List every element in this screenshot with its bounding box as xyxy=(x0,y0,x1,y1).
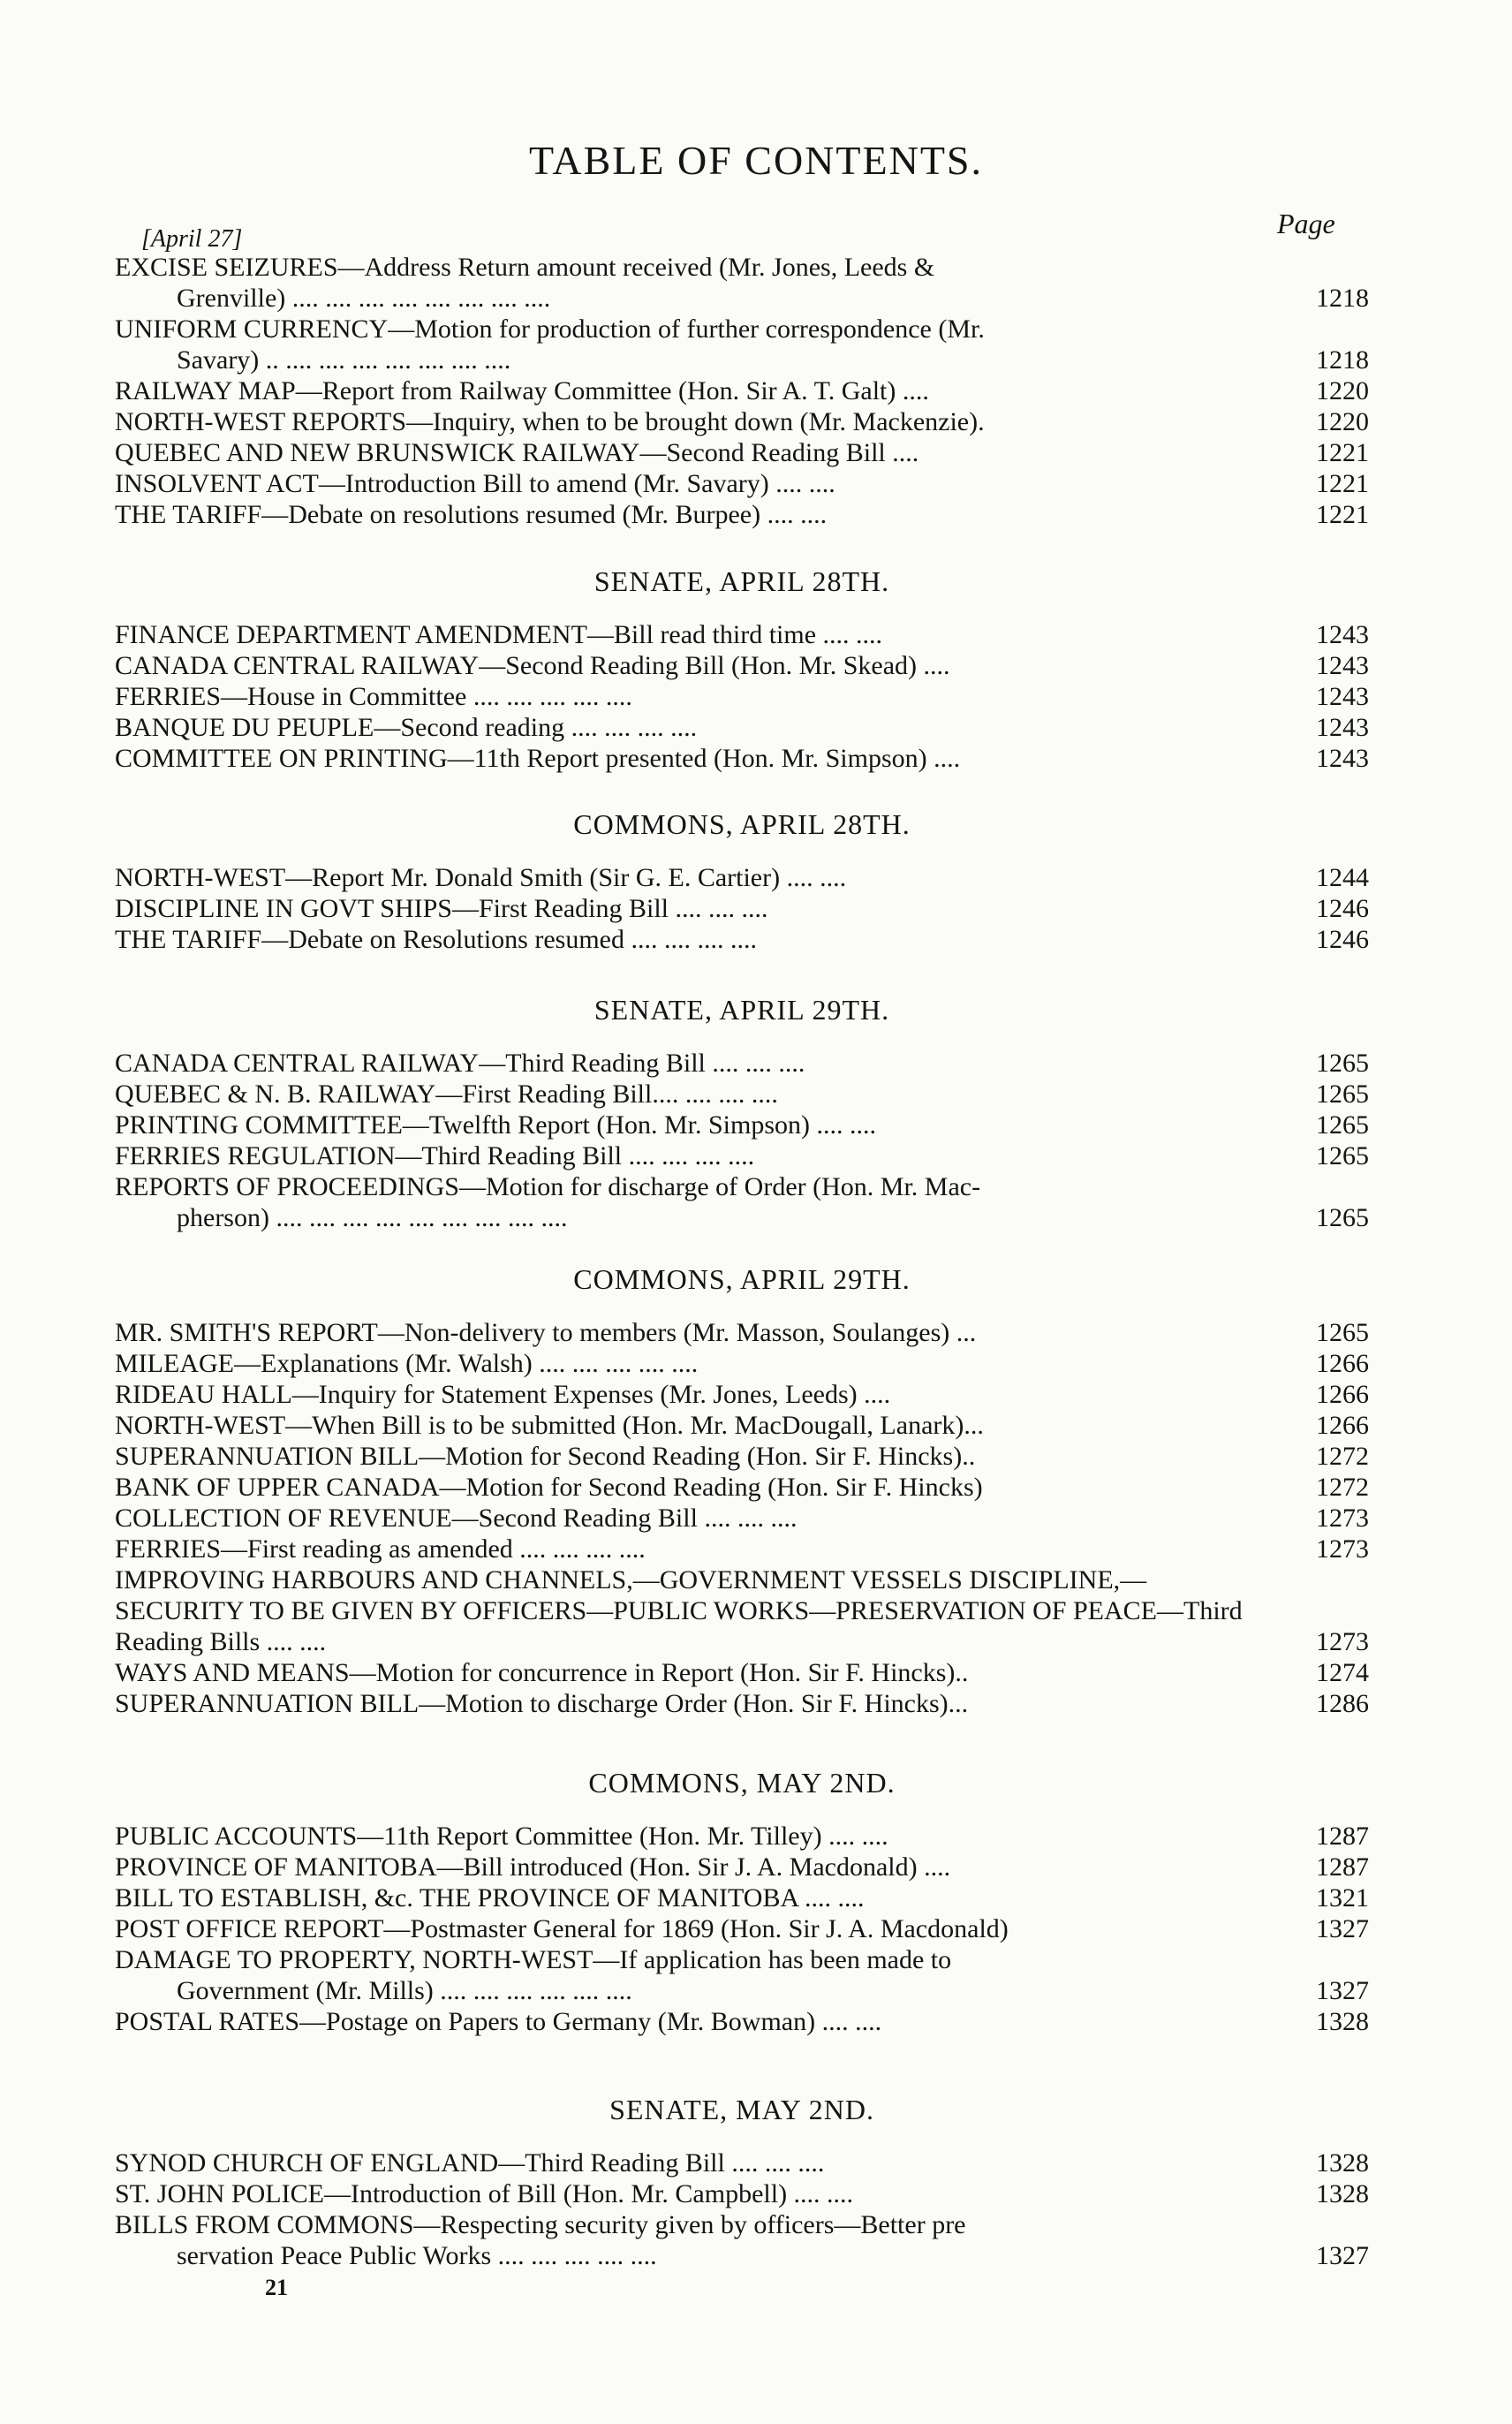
entry-text: BANK OF UPPER CANADA—Motion for Second Reading (Hon. Sir F. Hincks) xyxy=(115,1473,983,1502)
entry-page-number: 1274 xyxy=(1316,1658,1369,1687)
toc-entry xyxy=(115,314,1369,375)
entry-continuation: Grenville) .... .... .... .... .... .... .... .... xyxy=(177,284,551,313)
entry-text: UNIFORM CURRENCY—Motion for production of further correspondence (Mr. xyxy=(115,314,985,344)
entry-text: DISCIPLINE IN GOVT SHIPS—First Reading Bill .... .... .... xyxy=(115,894,768,923)
entry-page-number: 1265 xyxy=(1316,1141,1369,1170)
entry-text: IMPROVING HARBOURS AND CHANNELS,—GOVERNMENT VESSELS DISCIPLINE,—SECURITY TO BE GIVEN BY OFFICERS—PUBLIC WORKS—PRESERVATION OF PEACE—Third Reading Bills .... .... xyxy=(115,1565,1243,1656)
entry-page-number: 1265 xyxy=(1316,1110,1369,1140)
entry-text: FERRIES—First reading as amended .... .... .... .... xyxy=(115,1534,646,1564)
toc-entry xyxy=(115,1110,1369,1140)
entry-page-number: 1244 xyxy=(1316,863,1369,892)
toc-entry xyxy=(115,743,1369,774)
entry-continuation: pherson) .... .... .... .... .... .... .... .... .... xyxy=(177,1203,568,1232)
entry-text: COLLECTION OF REVENUE—Second Reading Bill .... .... .... xyxy=(115,1504,798,1533)
section-senate-april-29 xyxy=(115,994,1369,1233)
entry-text: MR. SMITH'S REPORT—Non-delivery to members (Mr. Masson, Soulanges) ... xyxy=(115,1318,977,1347)
entry-page-number: 1243 xyxy=(1316,620,1369,649)
entry-text: FERRIES REGULATION—Third Reading Bill .... .... .... .... xyxy=(115,1141,755,1170)
entry-text: COMMITTEE ON PRINTING—11th Report presented (Hon. Mr. Simpson) .... xyxy=(115,744,961,773)
entry-page-number: 1272 xyxy=(1316,1473,1369,1502)
entry-page-number: 1328 xyxy=(1316,2007,1369,2036)
toc-entry xyxy=(115,893,1369,924)
entry-text: THE TARIFF—Debate on resolutions resumed (Mr. Burpee) .... .... xyxy=(115,500,828,529)
entry-text: PUBLIC ACCOUNTS—11th Report Committee (Hon. Mr. Tilley) .... .... xyxy=(115,1822,888,1851)
entry-page-number: 1221 xyxy=(1316,500,1369,529)
toc-entry xyxy=(115,1171,1369,1233)
section-heading: SENATE, MAY 2ND. xyxy=(609,2094,874,2125)
entry-page-number: 1265 xyxy=(1316,1049,1369,1078)
section-commons-april-29 xyxy=(115,1263,1369,1719)
toc-entry xyxy=(115,1503,1369,1534)
entry-text: FINANCE DEPARTMENT AMENDMENT—Bill read third time .... .... xyxy=(115,620,883,649)
entry-text: BANQUE DU PEUPLE—Second reading .... .... .... .... xyxy=(115,713,698,742)
section-senate-april-28 xyxy=(115,565,1369,774)
entry-page-number: 1327 xyxy=(1316,1914,1369,1943)
entry-text: QUEBEC & N. B. RAILWAY—First Reading Bill.... .... .... .... xyxy=(115,1079,778,1109)
entry-page-number: 1327 xyxy=(1316,2241,1369,2270)
entry-continuation: servation Peace Public Works .... .... .... .... .... xyxy=(177,2241,657,2270)
toc-entry xyxy=(115,862,1369,893)
toc-entry xyxy=(115,2006,1369,2037)
entry-text: EXCISE SEIZURES—Address Return amount received (Mr. Jones, Leeds & xyxy=(115,253,935,282)
toc-entry xyxy=(115,1379,1369,1410)
toc-entry xyxy=(115,2209,1369,2271)
entry-page-number: 1273 xyxy=(1316,1627,1369,1656)
toc-entry xyxy=(115,252,1369,314)
entry-page-number: 1265 xyxy=(1316,1203,1369,1232)
toc-entry xyxy=(115,468,1369,499)
first-date-note: [April 27] xyxy=(141,225,243,253)
entry-text: NORTH-WEST REPORTS—Inquiry, when to be brought down (Mr. Mackenzie). xyxy=(115,407,985,436)
entry-text: WAYS AND MEANS—Motion for concurrence in Report (Hon. Sir F. Hincks).. xyxy=(115,1658,969,1687)
entry-page-number: 1246 xyxy=(1316,894,1369,923)
entry-page-number: 1287 xyxy=(1316,1852,1369,1882)
section-senate-may-2 xyxy=(115,2094,1369,2271)
toc-entry xyxy=(115,406,1369,437)
entry-page-number: 1272 xyxy=(1316,1442,1369,1471)
toc-entry xyxy=(115,924,1369,955)
toc-entry xyxy=(115,1882,1369,1913)
toc-entry xyxy=(115,619,1369,650)
entry-text: NORTH-WEST—Report Mr. Donald Smith (Sir G. E. Cartier) .... .... xyxy=(115,863,847,892)
toc-entry xyxy=(115,1657,1369,1688)
toc-entry xyxy=(115,1079,1369,1110)
toc-entry xyxy=(115,1048,1369,1079)
toc-entry xyxy=(115,1821,1369,1852)
entry-text: BILL TO ESTABLISH, &c. THE PROVINCE OF MANITOBA .... .... xyxy=(115,1883,865,1913)
entry-text: ST. JOHN POLICE—Introduction of Bill (Hon. Mr. Campbell) .... .... xyxy=(115,2179,854,2208)
entry-text: RIDEAU HALL—Inquiry for Statement Expenses (Mr. Jones, Leeds) .... xyxy=(115,1380,891,1409)
toc-entry xyxy=(115,1140,1369,1171)
entry-continuation: Savary) .. .... .... .... .... .... .... .... xyxy=(177,345,511,375)
entry-page-number: 1246 xyxy=(1316,925,1369,954)
toc-entry xyxy=(115,375,1369,406)
entry-page-number: 1287 xyxy=(1316,1822,1369,1851)
entry-text: POST OFFICE REPORT—Postmaster General for 1869 (Hon. Sir J. A. Macdonald) xyxy=(115,1914,1009,1943)
entry-text: CANADA CENTRAL RAILWAY—Second Reading Bill (Hon. Mr. Skead) .... xyxy=(115,651,950,680)
toc-entry xyxy=(115,1472,1369,1503)
page-column-heading: Page xyxy=(1277,208,1335,239)
page-footer-number: 21 xyxy=(265,2275,288,2300)
section-heading: COMMONS, MAY 2ND. xyxy=(588,1767,896,1799)
entry-page-number: 1243 xyxy=(1316,713,1369,742)
entry-page-number: 1218 xyxy=(1316,284,1369,313)
toc-entry xyxy=(115,681,1369,712)
entry-page-number: 1266 xyxy=(1316,1380,1369,1409)
toc-entry xyxy=(115,2178,1369,2209)
entry-page-number: 1328 xyxy=(1316,2148,1369,2178)
entry-text: BILLS FROM COMMONS—Respecting security given by officers—Better pre xyxy=(115,2210,966,2239)
entry-page-number: 1218 xyxy=(1316,345,1369,375)
entry-text: QUEBEC AND NEW BRUNSWICK RAILWAY—Second Reading Bill .... xyxy=(115,438,919,467)
section-heading: SENATE, APRIL 29TH. xyxy=(593,994,890,1026)
entry-text: NORTH-WEST—When Bill is to be submitted (Hon. Mr. MacDougall, Lanark)... xyxy=(115,1411,984,1440)
entry-page-number: 1266 xyxy=(1316,1411,1369,1440)
entry-text: FERRIES—House in Committee .... .... .... .... .... xyxy=(115,682,632,711)
entry-page-number: 1327 xyxy=(1316,1976,1369,2005)
april-27-entries xyxy=(115,252,1369,530)
toc-entry xyxy=(115,650,1369,681)
entry-page-number: 1265 xyxy=(1316,1079,1369,1109)
entry-page-number: 1221 xyxy=(1316,469,1369,498)
section-heading: COMMONS, APRIL 29TH. xyxy=(573,1263,911,1295)
entry-page-number: 1273 xyxy=(1316,1504,1369,1533)
toc-entry xyxy=(115,1410,1369,1441)
entry-text: PROVINCE OF MANITOBA—Bill introduced (Hon. Sir J. A. Macdonald) .... xyxy=(115,1852,951,1882)
entry-page-number: 1265 xyxy=(1316,1318,1369,1347)
toc-entry xyxy=(115,1852,1369,1882)
entry-text: INSOLVENT ACT—Introduction Bill to amend (Mr. Savary) .... .... xyxy=(115,469,835,498)
toc-entry xyxy=(115,1564,1369,1657)
entry-text: SUPERANNUATION BILL—Motion for Second Reading (Hon. Sir F. Hincks).. xyxy=(115,1442,976,1471)
entry-text: MILEAGE—Explanations (Mr. Walsh) .... .... .... .... .... xyxy=(115,1349,699,1378)
toc-entry xyxy=(115,1348,1369,1379)
entry-text: DAMAGE TO PROPERTY, NORTH-WEST—If application has been made to xyxy=(115,1945,952,1974)
toc-entry xyxy=(115,712,1369,743)
entry-page-number: 1220 xyxy=(1316,376,1369,405)
toc-entry xyxy=(115,1534,1369,1564)
toc-entry xyxy=(115,1913,1369,1944)
toc-entry xyxy=(115,2148,1369,2178)
page-title: TABLE OF CONTENTS. xyxy=(528,138,984,183)
entry-text: POSTAL RATES—Postage on Papers to Germany (Mr. Bowman) .... .... xyxy=(115,2007,882,2036)
section-commons-may-2 xyxy=(115,1767,1369,2037)
toc-entry xyxy=(115,499,1369,530)
entry-page-number: 1220 xyxy=(1316,407,1369,436)
entry-page-number: 1243 xyxy=(1316,682,1369,711)
entry-page-number: 1221 xyxy=(1316,438,1369,467)
entry-text: RAILWAY MAP—Report from Railway Committee (Hon. Sir A. T. Galt) .... xyxy=(115,376,929,405)
toc-entry xyxy=(115,1441,1369,1472)
entry-text: SYNOD CHURCH OF ENGLAND—Third Reading Bill .... .... .... xyxy=(115,2148,825,2178)
section-heading: SENATE, APRIL 28TH. xyxy=(593,565,890,597)
section-heading: COMMONS, APRIL 28TH. xyxy=(573,808,911,840)
entry-continuation: Government (Mr. Mills) .... .... .... .... .... .... xyxy=(177,1976,632,2005)
toc-entry xyxy=(115,1688,1369,1719)
entry-text: THE TARIFF—Debate on Resolutions resumed .... .... .... .... xyxy=(115,925,757,954)
toc-entry xyxy=(115,1317,1369,1348)
entry-page-number: 1266 xyxy=(1316,1349,1369,1378)
section-commons-april-28 xyxy=(115,808,1369,955)
entry-page-number: 1243 xyxy=(1316,651,1369,680)
entry-page-number: 1273 xyxy=(1316,1534,1369,1564)
entry-page-number: 1321 xyxy=(1316,1883,1369,1913)
entry-text: SUPERANNUATION BILL—Motion to discharge Order (Hon. Sir F. Hincks)... xyxy=(115,1689,969,1718)
toc-entry xyxy=(115,437,1369,468)
entry-text: CANADA CENTRAL RAILWAY—Third Reading Bill .... .... .... xyxy=(115,1049,805,1078)
toc-entry xyxy=(115,1944,1369,2006)
entry-page-number: 1328 xyxy=(1316,2179,1369,2208)
entry-text: PRINTING COMMITTEE—Twelfth Report (Hon. Mr. Simpson) .... .... xyxy=(115,1110,877,1140)
entry-text: REPORTS OF PROCEEDINGS—Motion for discharge of Order (Hon. Mr. Mac- xyxy=(115,1172,981,1201)
entry-page-number: 1243 xyxy=(1316,744,1369,773)
entry-page-number: 1286 xyxy=(1316,1689,1369,1718)
